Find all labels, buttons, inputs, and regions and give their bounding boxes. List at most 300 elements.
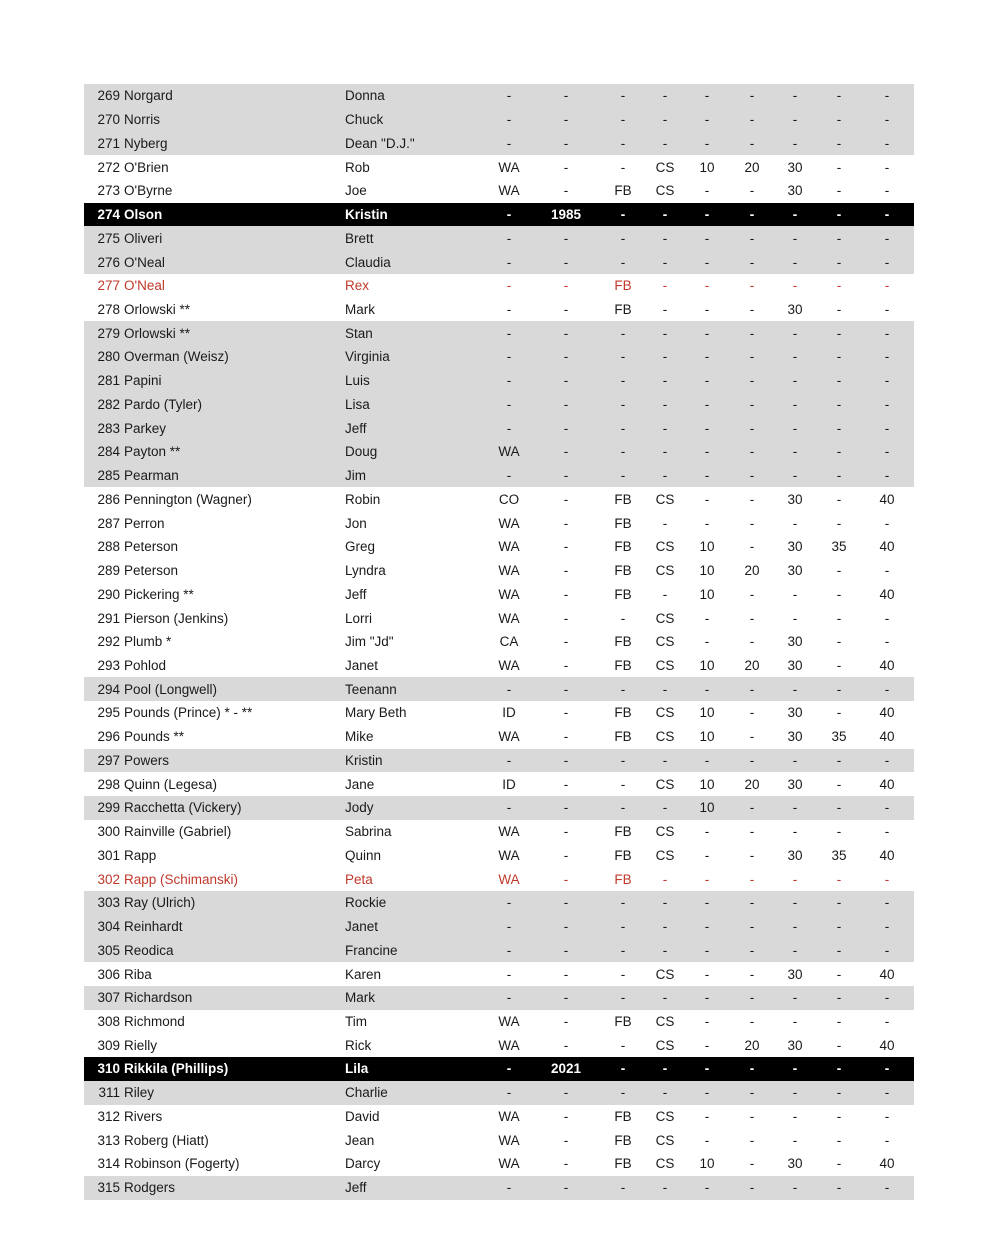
status-cell: -	[749, 230, 755, 246]
status-cell: -	[884, 159, 890, 175]
row-number: 291	[97, 610, 120, 626]
status-cell: -	[792, 278, 798, 294]
status-cell: FB	[614, 1108, 632, 1124]
status-cell: -	[704, 1037, 710, 1053]
first-name: Lyndra	[345, 563, 386, 579]
status-cell: -	[506, 88, 512, 104]
last-name: O'Byrne	[124, 183, 173, 199]
status-cell: -	[563, 895, 569, 911]
status-cell: -	[884, 1085, 890, 1101]
first-name: Rex	[345, 278, 370, 294]
status-cell: -	[506, 278, 512, 294]
row-number: 272	[97, 159, 120, 175]
status-cell: -	[506, 800, 512, 816]
table-row	[84, 226, 914, 250]
table-row	[84, 416, 914, 440]
status-cell: CS	[655, 705, 675, 721]
status-cell: -	[563, 183, 569, 199]
status-cell: -	[620, 254, 626, 270]
status-cell: -	[749, 871, 755, 887]
status-cell: FB	[614, 705, 632, 721]
status-cell: -	[749, 183, 755, 199]
last-name: Nyberg	[124, 135, 168, 151]
status-cell: -	[662, 349, 668, 365]
status-cell: 40	[879, 966, 895, 982]
status-cell: -	[563, 301, 569, 317]
status-cell: 30	[787, 847, 803, 863]
table-row	[84, 1081, 914, 1105]
status-cell: -	[704, 135, 710, 151]
status-cell: -	[662, 135, 668, 151]
status-cell: -	[620, 942, 626, 958]
status-cell: -	[563, 871, 569, 887]
status-cell: 30	[787, 776, 803, 792]
status-cell: -	[884, 942, 890, 958]
status-cell: FB	[614, 871, 632, 887]
status-cell: -	[704, 278, 710, 294]
status-cell: -	[884, 752, 890, 768]
status-cell: -	[836, 396, 842, 412]
last-name: Pool (Longwell)	[124, 681, 218, 697]
status-cell: -	[563, 1085, 569, 1101]
status-cell: -	[704, 373, 710, 389]
status-cell: -	[749, 444, 755, 460]
first-name: Janet	[345, 919, 379, 935]
status-cell: -	[792, 1061, 798, 1077]
status-cell: -	[749, 586, 755, 602]
first-name: Jim "Jd"	[345, 634, 394, 650]
first-name: Jeff	[345, 586, 367, 602]
table-row	[84, 535, 914, 559]
row-number: 311	[98, 1085, 120, 1101]
first-name: Peta	[345, 871, 373, 887]
last-name: Peterson	[124, 539, 179, 555]
status-cell: CS	[655, 183, 675, 199]
status-cell: -	[792, 420, 798, 436]
status-cell: -	[563, 1132, 569, 1148]
last-name: Roberg (Hiatt)	[124, 1132, 209, 1148]
status-cell: 40	[879, 705, 895, 721]
first-name: Greg	[345, 539, 376, 555]
table-row	[84, 891, 914, 915]
status-cell: -	[563, 1156, 569, 1172]
roster-table	[84, 84, 914, 1200]
table-row	[84, 677, 914, 701]
status-cell: -	[792, 373, 798, 389]
table-row	[84, 725, 914, 749]
status-cell: 30	[787, 563, 803, 579]
last-name: Rapp (Schimanski)	[124, 871, 239, 887]
status-cell: -	[792, 112, 798, 128]
last-name: Perron	[124, 515, 165, 531]
status-cell: FB	[614, 1156, 632, 1172]
status-cell: -	[836, 824, 842, 840]
status-cell: -	[792, 895, 798, 911]
row-number: 305	[97, 942, 120, 958]
table-row	[84, 796, 914, 820]
status-cell: CS	[655, 729, 675, 745]
status-cell: -	[620, 776, 626, 792]
table-row	[84, 203, 914, 227]
status-cell: -	[884, 301, 890, 317]
status-cell: -	[563, 729, 569, 745]
status-cell: -	[620, 88, 626, 104]
status-cell: -	[884, 824, 890, 840]
status-cell: -	[749, 254, 755, 270]
status-cell: -	[836, 325, 842, 341]
status-cell: -	[836, 705, 842, 721]
row-number: 304	[97, 919, 120, 935]
first-name: Karen	[345, 966, 382, 982]
status-cell: -	[662, 919, 668, 935]
status-cell: -	[662, 230, 668, 246]
status-cell: -	[620, 681, 626, 697]
table-row	[84, 108, 914, 132]
status-cell: -	[884, 1014, 890, 1029]
status-cell: -	[884, 563, 890, 579]
status-cell: -	[563, 824, 569, 840]
last-name: Rapp	[124, 847, 157, 863]
first-name: Chuck	[345, 112, 384, 128]
status-cell: CS	[655, 1037, 675, 1053]
table-row	[84, 844, 914, 868]
status-cell: FB	[614, 729, 632, 745]
status-cell: -	[792, 942, 798, 958]
status-cell: -	[884, 420, 890, 436]
status-cell: FB	[614, 847, 632, 863]
status-cell: -	[563, 254, 569, 270]
status-cell: -	[563, 491, 569, 507]
first-name: Kristin	[345, 207, 388, 223]
status-cell: FB	[614, 491, 632, 507]
status-cell: -	[836, 942, 842, 958]
status-cell: -	[662, 112, 668, 128]
first-name: Jim	[345, 468, 366, 484]
first-name: Jean	[345, 1132, 375, 1148]
first-name: Francine	[345, 942, 398, 958]
last-name: Pounds **	[124, 729, 185, 745]
status-cell: -	[836, 919, 842, 935]
table-row	[84, 464, 914, 488]
row-number: 300	[97, 824, 120, 840]
status-cell: -	[563, 776, 569, 792]
last-name: O'Neal	[124, 278, 165, 294]
status-cell: -	[704, 1085, 710, 1101]
status-cell: -	[749, 705, 755, 721]
first-name: Jon	[345, 515, 367, 531]
status-cell: WA	[498, 657, 520, 673]
status-cell: 10	[699, 563, 715, 579]
status-cell: WA	[498, 1014, 520, 1029]
status-cell: -	[662, 254, 668, 270]
status-cell: 30	[787, 705, 803, 721]
status-cell: CS	[655, 539, 675, 555]
status-cell: -	[506, 1085, 512, 1101]
status-cell: WA	[498, 515, 520, 531]
status-cell: 35	[831, 729, 847, 745]
status-cell: -	[884, 634, 890, 650]
row-number: 299	[97, 800, 120, 816]
status-cell: -	[749, 1085, 755, 1101]
status-cell: -	[749, 966, 755, 982]
status-cell: WA	[498, 159, 520, 175]
status-cell: 30	[787, 657, 803, 673]
status-cell: -	[704, 895, 710, 911]
status-cell: CS	[655, 610, 675, 626]
status-cell: -	[836, 657, 842, 673]
status-cell: 30	[787, 729, 803, 745]
status-cell: -	[884, 349, 890, 365]
status-cell: -	[662, 752, 668, 768]
status-cell: -	[749, 207, 755, 223]
status-cell: -	[662, 990, 668, 1006]
status-cell: -	[704, 966, 710, 982]
first-name: Joe	[345, 183, 367, 199]
status-cell: -	[792, 207, 798, 223]
row-number: 286	[97, 491, 120, 507]
status-cell: -	[563, 586, 569, 602]
status-cell: WA	[498, 586, 520, 602]
status-cell: -	[792, 468, 798, 484]
status-cell: FB	[614, 586, 632, 602]
status-cell: -	[563, 325, 569, 341]
status-cell: -	[662, 396, 668, 412]
status-cell: 10	[699, 800, 715, 816]
status-cell: -	[749, 824, 755, 840]
status-cell: 40	[879, 539, 895, 555]
first-name: Brett	[345, 230, 374, 246]
status-cell: -	[884, 895, 890, 911]
status-cell: -	[506, 1061, 512, 1077]
status-cell: -	[836, 207, 842, 223]
status-cell: -	[506, 895, 512, 911]
status-cell: WA	[498, 539, 520, 555]
status-cell: 20	[744, 776, 760, 792]
status-cell: -	[506, 966, 512, 982]
status-cell: -	[792, 752, 798, 768]
status-cell: -	[792, 1014, 798, 1029]
status-cell: -	[620, 468, 626, 484]
first-name: Lorri	[345, 610, 373, 626]
status-cell: -	[704, 325, 710, 341]
status-cell: -	[563, 681, 569, 697]
first-name: Darcy	[345, 1156, 381, 1172]
row-number: 295	[97, 705, 120, 721]
status-cell: -	[884, 230, 890, 246]
status-cell: -	[506, 230, 512, 246]
table-row	[84, 772, 914, 796]
first-name: Stan	[345, 325, 373, 341]
status-cell: -	[836, 444, 842, 460]
status-cell: -	[662, 800, 668, 816]
status-cell: 30	[787, 1037, 803, 1053]
status-cell: -	[563, 966, 569, 982]
status-cell: -	[749, 491, 755, 507]
status-cell: -	[792, 515, 798, 531]
table-row	[84, 345, 914, 369]
status-cell: -	[792, 444, 798, 460]
status-cell: -	[506, 112, 512, 128]
row-number: 314	[97, 1156, 120, 1172]
row-number: 282	[97, 396, 120, 412]
status-cell: -	[792, 230, 798, 246]
first-name: Sabrina	[345, 824, 392, 840]
status-cell: -	[704, 515, 710, 531]
status-cell: -	[749, 325, 755, 341]
status-cell: CS	[655, 1156, 675, 1172]
status-cell: FB	[614, 634, 632, 650]
status-cell: -	[836, 88, 842, 104]
status-cell: -	[704, 847, 710, 863]
status-cell: CS	[655, 634, 675, 650]
row-number: 270	[97, 112, 120, 128]
status-cell: -	[620, 966, 626, 982]
status-cell: -	[563, 420, 569, 436]
status-cell: -	[704, 942, 710, 958]
status-cell: -	[792, 681, 798, 697]
status-cell: -	[836, 230, 842, 246]
status-cell: -	[563, 396, 569, 412]
table-row	[84, 559, 914, 583]
last-name: Overman (Weisz)	[124, 349, 229, 365]
status-cell: 40	[879, 586, 895, 602]
status-cell: -	[749, 1180, 755, 1196]
status-cell: CS	[655, 491, 675, 507]
status-cell: -	[506, 919, 512, 935]
status-cell: -	[662, 1180, 668, 1196]
first-name: Mark	[345, 990, 375, 1006]
status-cell: 40	[879, 729, 895, 745]
status-cell: -	[563, 705, 569, 721]
status-cell: -	[884, 800, 890, 816]
status-cell: -	[749, 515, 755, 531]
table-row	[84, 487, 914, 511]
row-number: 288	[97, 539, 120, 555]
status-cell: -	[792, 325, 798, 341]
status-cell: -	[749, 373, 755, 389]
first-name: Janet	[345, 657, 379, 673]
status-cell: -	[836, 1014, 842, 1029]
status-cell: -	[836, 468, 842, 484]
status-cell: -	[749, 1108, 755, 1124]
status-cell: -	[836, 871, 842, 887]
status-cell: -	[836, 752, 842, 768]
status-cell: -	[704, 1108, 710, 1124]
status-cell: -	[836, 1061, 842, 1077]
table-row	[84, 393, 914, 417]
status-cell: -	[749, 634, 755, 650]
status-cell: -	[662, 278, 668, 294]
status-cell: -	[662, 1061, 668, 1077]
table-row	[84, 84, 914, 108]
row-number: 309	[97, 1037, 120, 1053]
status-cell: -	[620, 159, 626, 175]
row-number: 289	[97, 563, 120, 579]
status-cell: -	[620, 800, 626, 816]
status-cell: 20	[744, 657, 760, 673]
status-cell: -	[563, 1037, 569, 1053]
row-number: 269	[97, 88, 120, 104]
status-cell: -	[792, 396, 798, 412]
last-name: Ray (Ulrich)	[124, 895, 196, 911]
row-number: 290	[97, 586, 120, 602]
first-name: Tim	[345, 1014, 367, 1029]
status-cell: 30	[787, 1156, 803, 1172]
status-cell: -	[836, 563, 842, 579]
last-name: Pardo (Tyler)	[124, 396, 203, 412]
row-number: 301	[97, 847, 120, 863]
last-name: O'Neal	[124, 254, 165, 270]
table-row	[84, 298, 914, 322]
row-number: 285	[97, 468, 120, 484]
status-cell: -	[749, 88, 755, 104]
status-cell: -	[620, 373, 626, 389]
status-cell: -	[792, 824, 798, 840]
status-cell: FB	[614, 824, 632, 840]
row-number: 294	[97, 681, 120, 697]
status-cell: -	[563, 919, 569, 935]
status-cell: -	[506, 752, 512, 768]
status-cell: -	[749, 990, 755, 1006]
row-number: 293	[97, 657, 120, 673]
status-cell: -	[884, 325, 890, 341]
status-cell: -	[620, 1037, 626, 1053]
status-cell: -	[704, 396, 710, 412]
status-cell: -	[704, 1061, 710, 1077]
first-name: Virginia	[345, 349, 390, 365]
status-cell: -	[749, 1014, 755, 1029]
status-cell: -	[884, 871, 890, 887]
status-cell: CO	[498, 491, 520, 507]
first-name: Quinn	[345, 847, 382, 863]
table-row	[84, 1105, 914, 1129]
status-cell: -	[704, 491, 710, 507]
last-name: Reinhardt	[124, 919, 183, 935]
status-cell: 30	[787, 301, 803, 317]
table-row	[84, 867, 914, 891]
status-cell: -	[884, 444, 890, 460]
status-cell: -	[749, 301, 755, 317]
status-cell: -	[884, 681, 890, 697]
status-cell: -	[563, 159, 569, 175]
first-name: Luis	[345, 373, 370, 389]
status-cell: -	[792, 871, 798, 887]
status-cell: FB	[614, 1132, 632, 1148]
status-cell: -	[749, 681, 755, 697]
table-row	[84, 1152, 914, 1176]
status-cell: -	[884, 468, 890, 484]
status-cell: 10	[699, 586, 715, 602]
last-name: Quinn (Legesa)	[124, 776, 218, 792]
status-cell: -	[884, 1132, 890, 1148]
status-cell: -	[749, 349, 755, 365]
status-cell: -	[704, 681, 710, 697]
status-cell: -	[662, 586, 668, 602]
row-number: 310	[97, 1061, 120, 1077]
status-cell: -	[620, 990, 626, 1006]
status-cell: -	[506, 349, 512, 365]
last-name: Reodica	[124, 942, 174, 958]
last-name: Norgard	[124, 88, 173, 104]
table-row	[84, 274, 914, 298]
status-cell: -	[506, 207, 512, 223]
status-cell: -	[884, 135, 890, 151]
status-cell: -	[792, 610, 798, 626]
table-row	[84, 749, 914, 773]
row-number: 297	[97, 752, 120, 768]
last-name: Papini	[124, 373, 162, 389]
row-number: 276	[97, 254, 120, 270]
